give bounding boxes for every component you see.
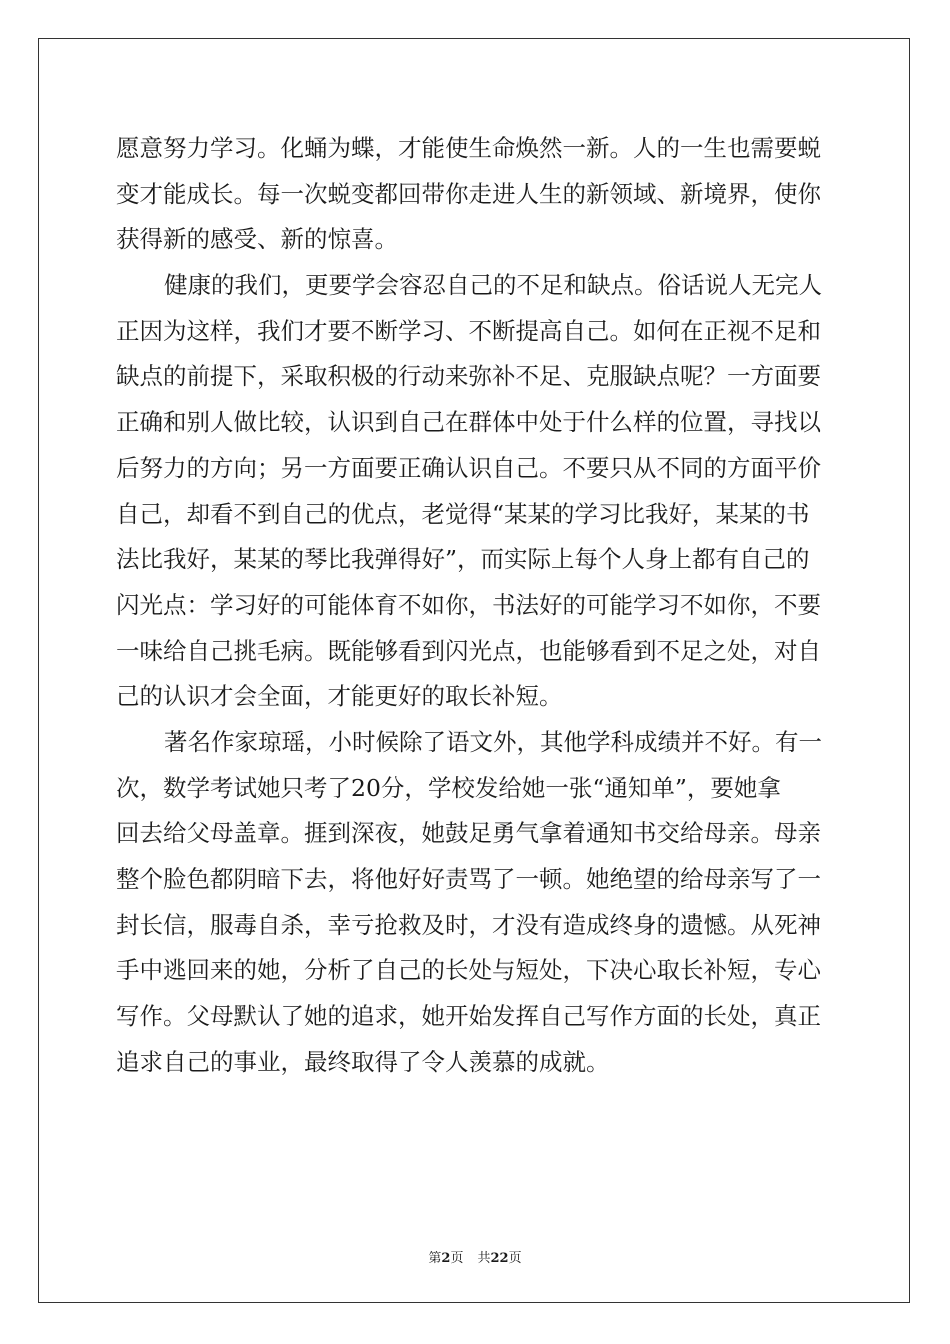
footer-total-pages: 22 xyxy=(490,1251,509,1266)
text-line: 健康的我们，更要学会容忍自己的不足和缺点。俗话说人无完人 xyxy=(164,271,822,300)
footer-page-prefix: 第 xyxy=(428,1251,442,1266)
text-line: 闪光点：学习好的可能体育不如你，书法好的可能学习不如你，不要 xyxy=(116,590,821,619)
paragraph xyxy=(116,720,836,1086)
text-line: 变才能成长。每一次蜕变都回带你走进人生的新领域、新境界，使你 xyxy=(116,179,821,208)
text-line: 封长信，服毒自杀，幸亏抢救及时，才没有造成终身的遗憾。从死神 xyxy=(116,910,821,939)
text-line: 追求自己的事业，最终取得了令人羡慕的成就。 xyxy=(116,1047,610,1076)
page-footer xyxy=(0,1247,950,1266)
text-line: 后努力的方向；另一方面要正确认识自己。不要只从不同的方面平价 xyxy=(116,453,821,482)
text-line: 正因为这样，我们才要不断学习、不断提高自己。如何在正视不足和 xyxy=(116,316,821,345)
footer-total-suffix: 页 xyxy=(508,1251,522,1266)
text-line: 手中逃回来的她，分析了自己的长处与短处，下决心取长补短，专心 xyxy=(116,956,821,985)
text-line: 著名作家琼瑶，小时候除了语文外，其他学科成绩并不好。有一 xyxy=(164,727,822,756)
text-line: 正确和别人做比较，认识到自己在群体中处于什么样的位置，寻找以 xyxy=(116,408,821,437)
paragraph xyxy=(116,126,836,263)
text-line: 次，数学考试她只考了20分，学校发给她一张“通知单”，要她拿 xyxy=(116,773,781,802)
text-line: 写作。父母默认了她的追求，她开始发挥自己写作方面的长处，真正 xyxy=(116,1002,821,1031)
document-body xyxy=(116,126,836,1085)
text-line: 己的认识才会全面，才能更好的取长补短。 xyxy=(116,682,563,711)
text-line: 一味给自己挑毛病。既能够看到闪光点，也能够看到不足之处，对自 xyxy=(116,636,821,665)
paragraph xyxy=(116,263,836,720)
footer-total-prefix: 共 xyxy=(477,1251,491,1266)
text-line: 获得新的感受、新的惊喜。 xyxy=(116,225,398,254)
text-line: 愿意努力学习。化蛹为蝶，才能使生命焕然一新。人的一生也需要蜕 xyxy=(116,134,821,162)
text-line: 回去给父母盖章。捱到深夜，她鼓足勇气拿着通知书交给母亲。母亲 xyxy=(116,819,821,848)
footer-page-number: 2 xyxy=(441,1251,451,1266)
text-line: 整个脸色都阴暗下去，将他好好责骂了一顿。她绝望的给母亲写了一 xyxy=(116,865,821,893)
text-line: 自己，却看不到自己的优点，老觉得“某某的学习比我好，某某的书 xyxy=(116,499,810,528)
text-line: 缺点的前提下，采取积极的行动来弥补不足、克服缺点呢？一方面要 xyxy=(116,362,821,391)
footer-page-suffix: 页 xyxy=(450,1251,464,1266)
text-line: 法比我好，某某的琴比我弹得好”，而实际上每个人身上都有自己的 xyxy=(116,545,810,574)
